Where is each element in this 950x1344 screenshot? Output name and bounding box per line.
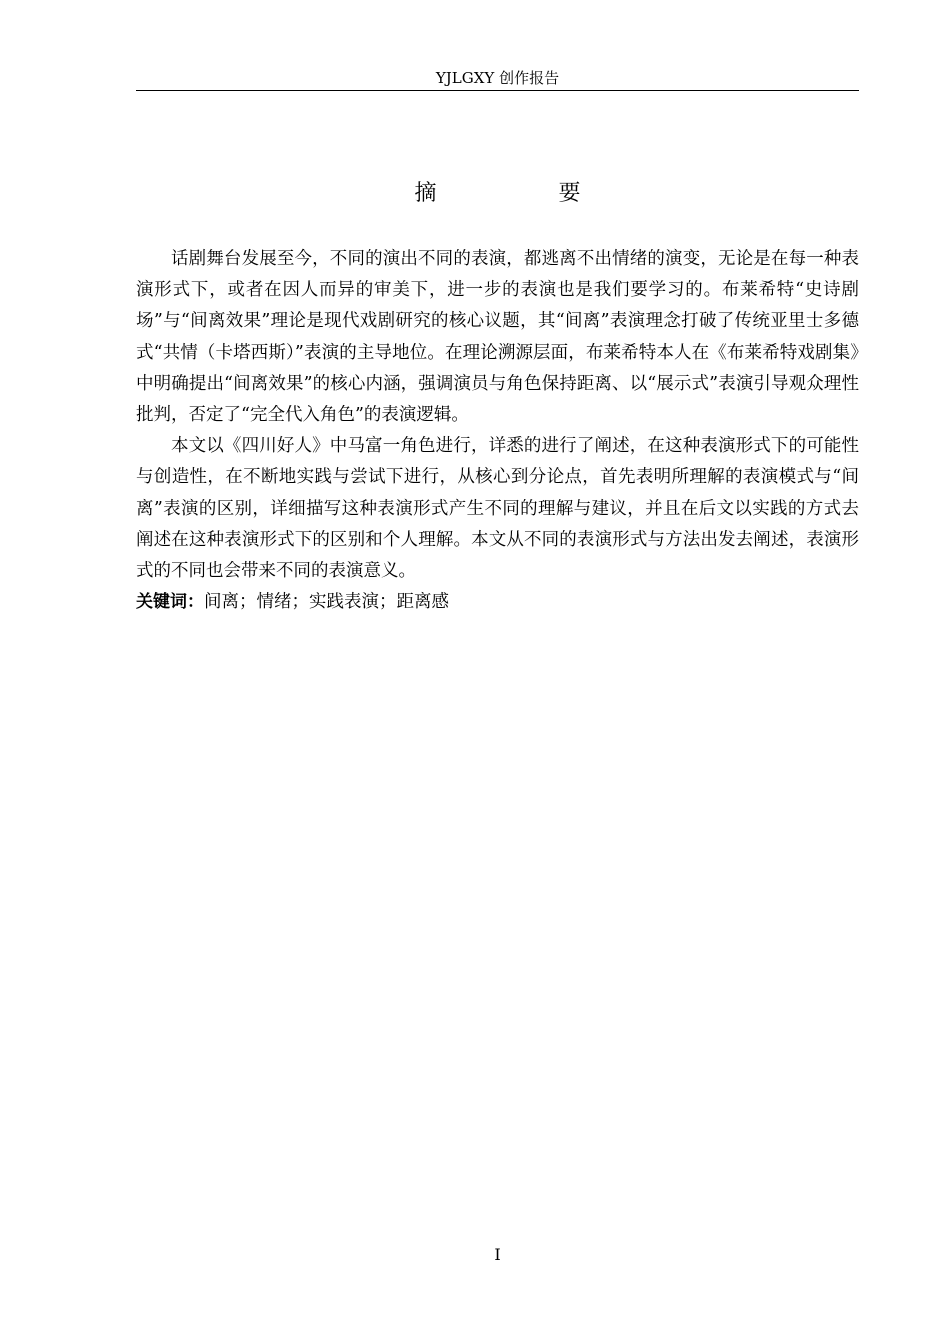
page-number: I: [494, 1245, 501, 1264]
header-divider: [136, 90, 859, 91]
abstract-body: [136, 244, 859, 618]
abstract-title: 摘 要: [414, 181, 631, 206]
keywords-line: [136, 587, 859, 618]
page-header: YJLGXY 创作报告: [435, 69, 560, 87]
keywords-value: 间离；情绪；实践表演；距离感: [204, 592, 449, 613]
abstract-paragraph-2: 本文以《四川好人》中马富一角色进行，详悉的进行了阐述，在这种表演形式下的可能性与创造性，在不断地实践与尝试下进行，从核心到分论点，首先表明所理解的表演模式与“间离”表演的区别，详细描写这种表演形式产生不同的理解与建议，并且在后文以实践的方式去阐述在这种表演形式下的区别和个人理解。本文从不同的表演形式与方法出发去阐述，表演形式的不同也会带来不同的表演意义。: [136, 436, 859, 582]
keywords-label: 关键词：: [136, 592, 204, 613]
abstract-paragraph-1: 话剧舞台发展至今，不同的演出不同的表演，都逃离不出情绪的演变，无论是在每一种表演形式下，或者在因人而异的审美下，进一步的表演也是我们要学习的。布莱希特“史诗剧场”与“间离效果”理论是现代戏剧研究的核心议题，其“间离”表演理念打破了传统亚里士多德式“共情（卡塔西斯）”表演的主导地位。在理论溯源层面，布莱希特本人在《布莱希特戏剧集》中明确提出“间离效果”的核心内涵，强调演员与角色保持距离、以“展示式”表演引导观众理性批判，否定了“完全代入角色”的表演逻辑。: [136, 249, 859, 426]
